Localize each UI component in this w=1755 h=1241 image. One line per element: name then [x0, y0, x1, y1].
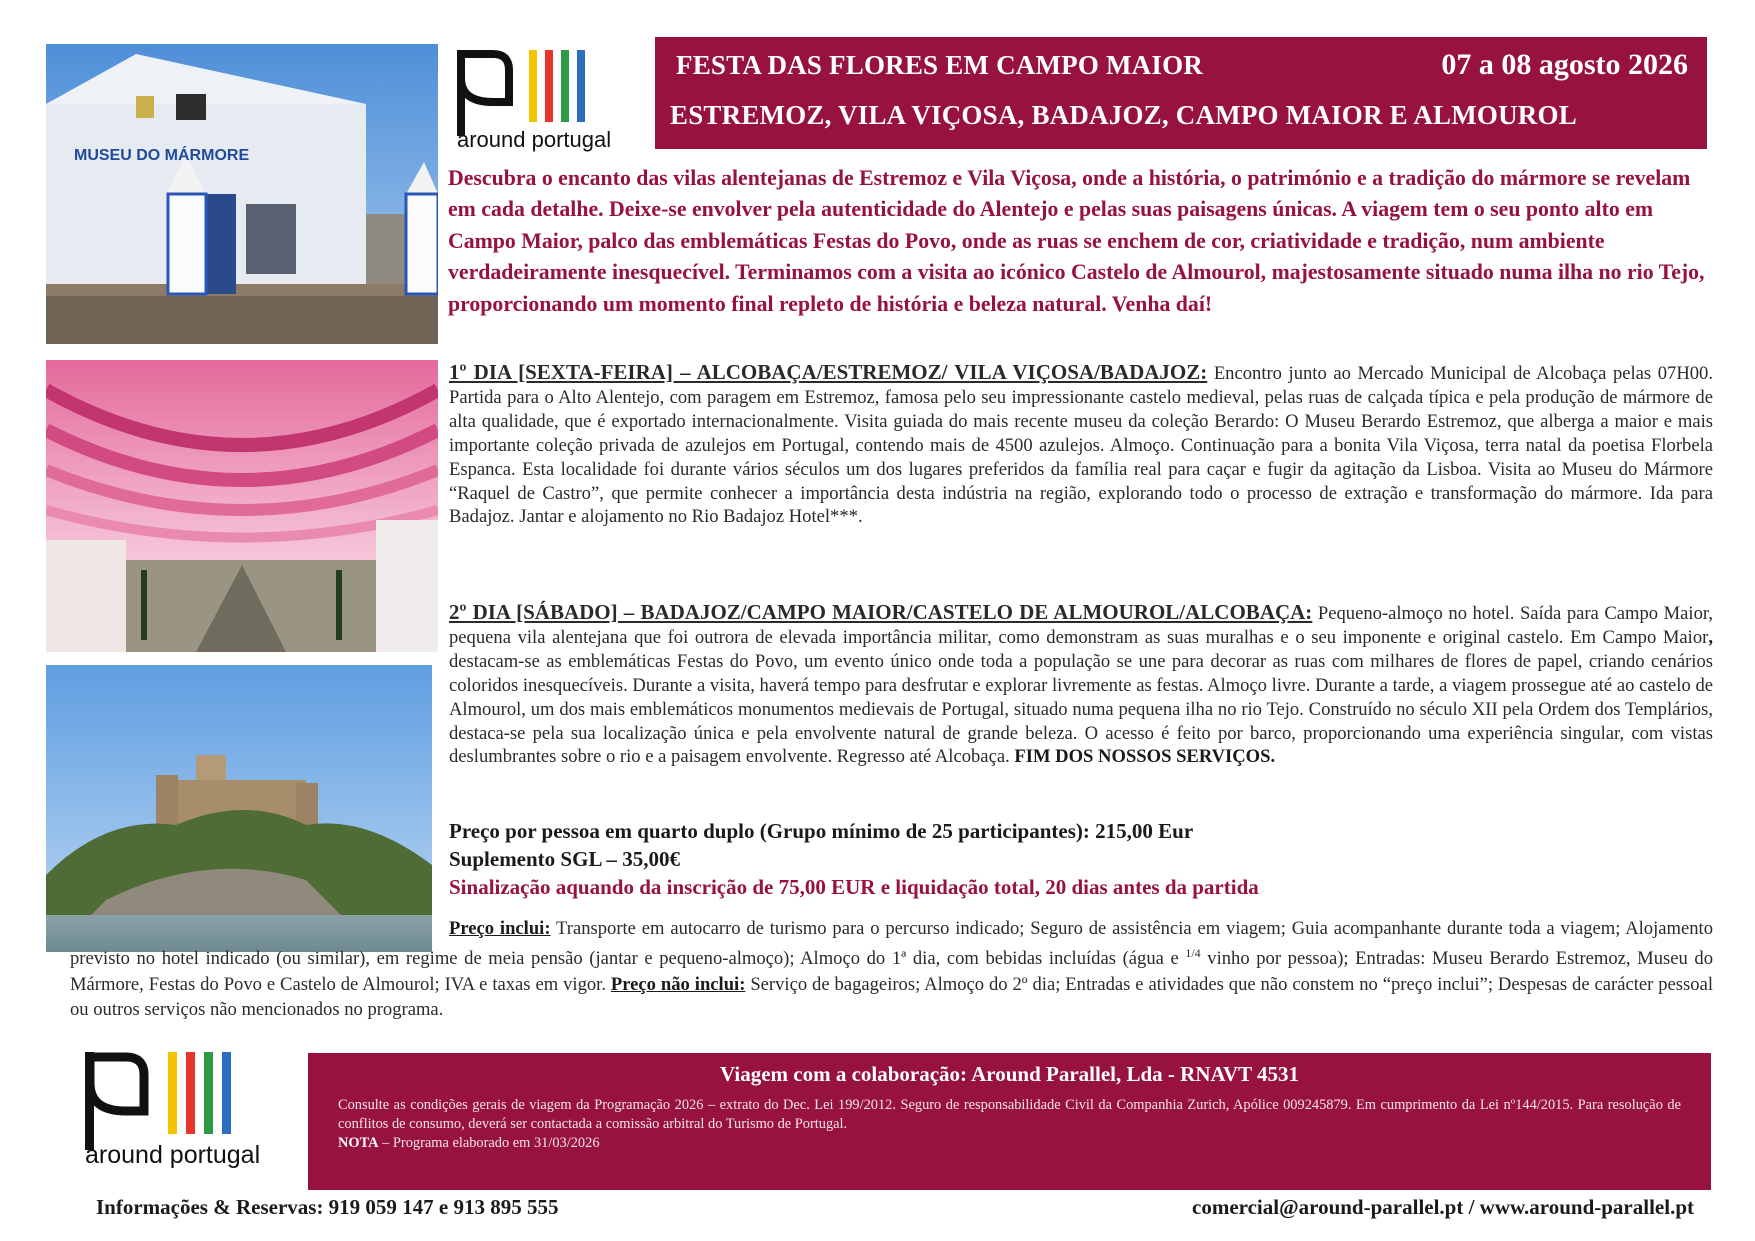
day2-text-b: destacam-se as emblemáticas Festas do Povo, um evento único onde toda a população se une para decorar as ruas com milhares de flores de papel, criando cenários coloridos inesquecíveis. Durante a visita, haverá tempo para desfrutar e explorar livremente as festas. Almoço livre. Durante a tarde, a viagem prossegue até ao castelo de Almourol, um dos mais emblemáticos monumentos medievais de Portugal, situado numa pequena ilha no rio Tejo. Construído no século XII pela Ordem dos Templários, destaca-se pela sua localização única e pela envolvente natural de grande beleza. O acesso é feito por barco, proporcionando uma experiência singular, com vistas deslumbrantes sobre o rio e a paisagem envolvente. Regresso até Alcobaça.: [449, 650, 1713, 768]
around-portugal-logo-footer: [80, 1045, 285, 1170]
logo-wordmark: around portugal: [457, 127, 612, 152]
around-portugal-logo: [453, 44, 633, 152]
footer-nota-text: – Programa elaborado em 31/03/2026: [378, 1135, 600, 1151]
tour-route: ESTREMOZ, VILA VIÇOSA, BADAJOZ, CAMPO MAIOR E ALMOUROL: [670, 100, 1577, 130]
flowers-street-photo: [46, 360, 438, 652]
logo-bar-1: [529, 50, 537, 122]
day1-title: 1º DIA [SEXTA-FEIRA] – ALCOBAÇA/ESTREMOZ/ VILA VIÇOSA/BADAJOZ:: [449, 360, 1208, 384]
excludes-text: Serviço de bagageiros; Almoço do 2º dia; Entradas e atividades que não constem no “preço inclui”; Despesas de carácter pessoal ou outros serviços não mencionados no programa.: [70, 974, 1713, 1021]
logo-footer-bar-2: [186, 1052, 195, 1134]
tour-dates: 07 a 08 agosto 2026: [1441, 48, 1688, 81]
contact-phones: Informações & Reservas: 919 059 147 e 913 895 555: [96, 1195, 559, 1219]
logo-footer-wordmark: around portugal: [85, 1141, 261, 1169]
includes-label: Preço inclui:: [449, 918, 551, 939]
logo-bar-2: [545, 50, 553, 122]
museum-photo: [46, 44, 438, 344]
logo-bar-3: [561, 50, 569, 122]
logo-footer-bar-1: [168, 1052, 177, 1134]
price-deposit-note: Sinalização aquando da inscrição de 75,00 EUR e liquidação total, 20 dias antes da partida: [449, 875, 1259, 899]
footer-nota-label: NOTA: [338, 1135, 379, 1151]
price-single-supplement: Suplemento SGL – 35,00€: [449, 847, 681, 871]
logo-footer-bar-3: [204, 1052, 213, 1134]
includes-fraction: 1/4: [1185, 946, 1201, 961]
footer-title: Viagem com a colaboração: Around Parallel, Lda - RNAVT 4531: [719, 1062, 1300, 1086]
header-banner: [655, 37, 1707, 149]
day1-section: [449, 361, 1713, 529]
castle-illustration: [46, 665, 432, 952]
logo-bar-4: [577, 50, 585, 122]
tour-title: FESTA DAS FLORES EM CAMPO MAIOR: [676, 50, 1203, 80]
footer-conditions-text: Consulte as condições gerais de viagem da Programação 2026 – extrato do Dec. Lei 199/2012. Seguro de responsabilidade Civil da Companhia Zurich, Apólice 009245879. Em cumprimento da Lei nº144/2015. Para resolução de conflitos de consumo, deverá ser contactada a comissão arbitral do Turismo de Portugal.: [338, 1097, 1681, 1132]
price-double-room: Preço por pessoa em quarto duplo (Grupo mínimo de 25 participantes): 215,00 Eur: [449, 819, 1194, 843]
includes-text-b: vinho por pessoa); Entradas: Museu Berardo Estremoz, Museu do Mármore, Festas do Povo e Castelo de Almourol; IVA e taxas em vigor.: [70, 948, 1713, 995]
castle-photo: [46, 665, 432, 952]
footer-banner: [308, 1053, 1711, 1190]
intro-paragraph: Descubra o encanto das vilas alentejanas de Estremoz e Vila Viçosa, onde a história, o património e a tradição do mármore se revelam em cada detalhe. Deixe-se envolver pela autenticidade do Alentejo e pelas suas paisagens únicas. A viagem tem o seu ponto alto em Campo Maior, palco das emblemáticas Festas do Povo, onde as ruas se enchem de cor, criatividade e tradição, num ambiente verdadeiramente inesquecível. Terminamos com a visita ao icónico Castelo de Almourol, majestosamente situado numa ilha no rio Tejo, proporcionando um momento final repleto de história e beleza natural. Venha daí!: [448, 166, 1705, 316]
day2-comma: ,: [1708, 626, 1713, 648]
footer-conditions: [338, 1096, 1681, 1153]
flowers-illustration: [46, 360, 438, 652]
excludes-label: Preço não inclui:: [610, 974, 746, 995]
includes-text-a: Transporte em autocarro de turismo para o percurso indicado; Seguro de assistência em viagem; Guia acompanhante durante toda a viagem; Alojamento previsto no hotel indicado (ou similar), em regime de meia pensão (jantar e pequeno-almoço); Almoço do 1ª dia, com bebidas incluídas (água e: [70, 918, 1713, 970]
day1-text: Encontro junto ao Mercado Municipal de Alcobaça pelas 07H00. Partida para o Alto Alentejo, com paragem em Estremoz, famosa pelo seu impressionante castelo medieval, pelas ruas de calçada típica e pela produção de mármore de alta qualidade, que é exportado internacionalmente. Visita guiada do mais recente museu da coleção Berardo: O Museu Berardo Estremoz, que alberga a maior e mais importante coleção privada de azulejos em Portugal, contendo mais de 4500 azulejos. Almoço. Continuação para a bonita Vila Viçosa, terra natal da poetisa Florbela Espanca. Esta localidade foi durante vários séculos um dos lugares preferidos da família real para caçar e fugir da agitação da Lisboa. Visita ao Museu do Mármore “Raquel de Castro”, que permite conhecer a importância desta indústria na região, explorando todo o processo de extração e transformação do mármore. Ida para Badajoz. Jantar e alojamento no Rio Badajoz Hotel***.: [449, 363, 1713, 528]
day2-end: FIM DOS NOSSOS SERVIÇOS.: [1014, 746, 1276, 768]
day2-title: 2º DIA [SÁBADO] – BADAJOZ/CAMPO MAIOR/CASTELO DE ALMOUROL/ALCOBAÇA:: [449, 600, 1313, 624]
museum-sign: MUSEU DO MÁRMORE: [74, 147, 250, 164]
day2-text-a: Pequeno-almoço no hotel. Saída para Campo Maior, pequena vila alentejana que foi outrora de elevada importância militar, como demonstram as suas muralhas e o seu imponente e original castelo. Em Campo Maior: [449, 603, 1713, 648]
includes-section: [70, 916, 1713, 1023]
logo-footer-bar-4: [222, 1052, 231, 1134]
museum-illustration: [46, 44, 438, 344]
day2-section: [449, 601, 1713, 769]
logo-a-icon: [453, 44, 633, 136]
contact-email-website[interactable]: comercial@around-parallel.pt / www.around-parallel.pt: [1192, 1195, 1694, 1219]
pricing-block: [449, 817, 1259, 901]
logo-a-icon-footer: [80, 1045, 285, 1150]
